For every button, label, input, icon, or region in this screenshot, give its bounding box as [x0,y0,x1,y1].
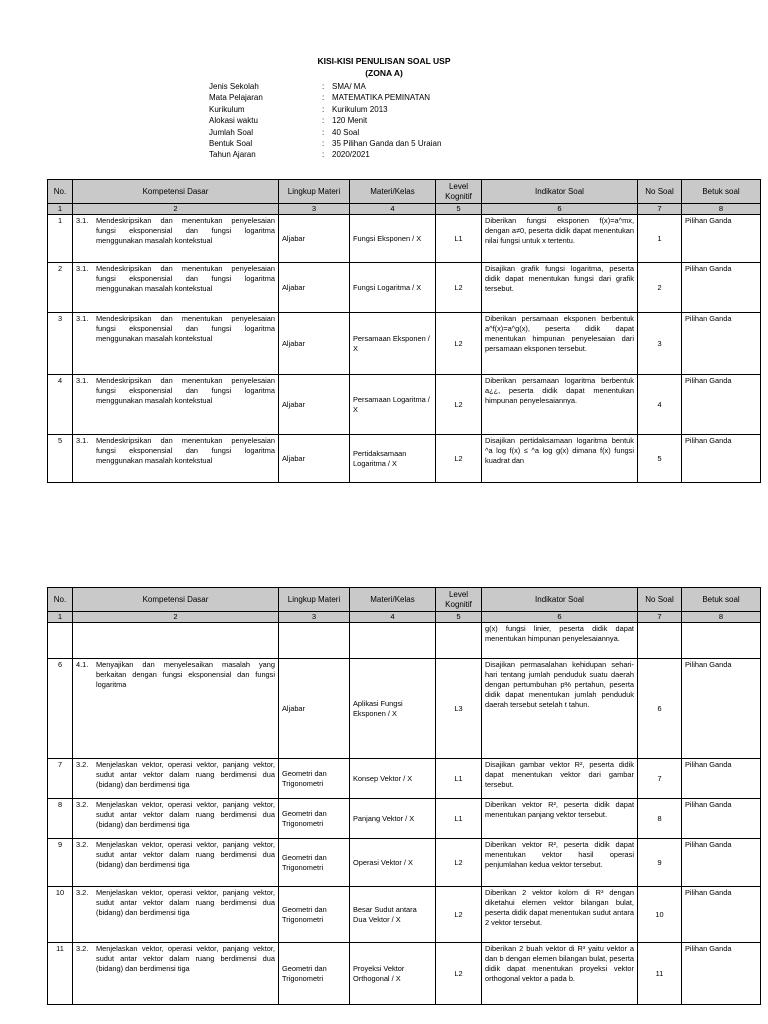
materi-kelas-cell: Konsep Vektor / X [350,759,436,799]
kompetensi-dasar-cell [73,435,279,483]
column-header-materi: Materi/Kelas [350,180,436,204]
no-soal-cell: 7 [638,759,682,799]
level-kognitif-cell: L2 [436,375,482,435]
no-soal-cell: 8 [638,799,682,839]
lingkup-materi-cell: Geometri dan Trigonometri [279,943,350,1005]
table-row [48,375,761,435]
materi-kelas-cell: Fungsi Logaritma / X [350,263,436,313]
kd-number: 3.2. [76,800,89,809]
level-kognitif-cell: L2 [436,263,482,313]
table-row [48,839,761,887]
column-header-materi: Materi/Kelas [350,588,436,612]
lingkup-materi-cell: Aljabar [279,435,350,483]
column-number: 6 [482,204,638,215]
materi-kelas-cell: Aplikasi Fungsi Eksponen / X [350,659,436,759]
lingkup-materi-cell: Geometri dan Trigonometri [279,799,350,839]
column-number-row [48,204,761,215]
level-kognitif-cell: L1 [436,799,482,839]
row-number: 9 [48,839,73,887]
kd-text: Menyajikan dan menyelesaikan masalah yang berkaitan dengan fungsi eksponensial dan fungsi logaritma [96,660,275,689]
level-kognitif-cell: L2 [436,887,482,943]
bentuk-soal-cell: Pilihan Ganda [682,839,761,887]
lingkup-materi-cell: Geometri dan Trigonometri [279,887,350,943]
column-number: 5 [436,204,482,215]
column-number: 2 [73,612,279,623]
materi-kelas-cell: Pertidaksamaan Logaritma / X [350,435,436,483]
bentuk-soal-cell: Pilihan Ganda [682,263,761,313]
metadata-value: 40 Soal [332,127,360,137]
no-soal-cell: 11 [638,943,682,1005]
table-row [48,943,761,1005]
table-row [48,659,761,759]
table-row [48,263,761,313]
metadata-colon: : [322,104,325,114]
bentuk-soal-cell: Pilihan Ganda [682,375,761,435]
column-number: 1 [48,612,73,623]
level-kognitif-cell [436,623,482,659]
metadata-label: Tahun Ajaran [209,150,256,160]
level-kognitif-cell: L1 [436,215,482,263]
kd-text: Mendeskripsikan dan menentukan penyelesaian fungsi eksponensial dan fungsi logaritma menggunakan masalah kontekstual [96,264,275,293]
column-header-bentuk: Betuk soal [682,180,761,204]
metadata-value: 35 Pilihan Ganda dan 5 Uraian [332,139,442,149]
indikator-soal-cell: Diberikan persamaan logaritma berbentuk a¿¿, peserta didik dapat menentukan himpunan penyelesaiannya. [482,375,638,435]
kd-text: Menjelaskan vektor, operasi vektor, panjang vektor, sudut antar vektor dalam ruang berdimensi dua (bidang) dan berdimensi tiga [96,840,275,869]
table-row [48,435,761,483]
metadata-row [209,138,441,149]
column-number: 5 [436,612,482,623]
metadata-value: MATEMATIKA PEMINATAN [332,93,431,103]
document-subtitle: (ZONA A) [365,68,403,78]
document-title: KISI-KISI PENULISAN SOAL USP [317,56,451,66]
level-kognitif-cell: L2 [436,839,482,887]
column-number: 3 [279,612,350,623]
metadata-label: Mata Pelajaran [209,93,263,103]
column-number: 7 [638,204,682,215]
table-row [48,887,761,943]
no-soal-cell: 6 [638,659,682,759]
metadata-value: 120 Menit [332,116,368,126]
kd-text: Menjelaskan vektor, operasi vektor, panjang vektor, sudut antar vektor dalam ruang berdimensi dua (bidang) dan berdimensi tiga [96,760,275,789]
materi-kelas-cell: Persamaan Eksponen / X [350,313,436,375]
table-row [48,215,761,263]
row-number: 10 [48,887,73,943]
table-row [48,759,761,799]
kd-text: Menjelaskan vektor, operasi vektor, panjang vektor, sudut antar vektor dalam ruang berdimensi dua (bidang) dan berdimensi tiga [96,888,275,917]
column-header-no: No. [48,588,73,612]
indikator-soal-cell: Diberikan vektor R², peserta didik dapat menentukan vektor hasil operasi penjumlahan kedua vektor tersebut. [482,839,638,887]
kd-number: 3.2. [76,840,89,849]
column-header-bentuk: Betuk soal [682,588,761,612]
kompetensi-dasar-cell [73,313,279,375]
metadata-value: SMA/ MA [332,82,366,91]
materi-kelas-cell: Besar Sudut antara Dua Vektor / X [350,887,436,943]
metadata-colon: : [322,127,325,137]
column-number: 6 [482,612,638,623]
no-soal-cell [638,623,682,659]
metadata-row [209,149,441,160]
column-header-indikator: Indikator Soal [482,180,638,204]
metadata-colon: : [322,82,325,91]
kd-text: Mendeskripsikan dan menentukan penyelesaian fungsi eksponensial dan fungsi logaritma menggunakan masalah kontekstual [96,314,275,343]
no-soal-cell: 5 [638,435,682,483]
metadata-value: 2020/2021 [332,150,370,160]
column-header-kompetensi: Kompetensi Dasar [73,180,279,204]
column-header-no: No. [48,180,73,204]
kompetensi-dasar-cell [73,887,279,943]
kd-number: 3.2. [76,888,89,897]
materi-kelas-cell: Operasi Vektor / X [350,839,436,887]
kisi-kisi-table-page-2 [47,587,761,1005]
row-number: 7 [48,759,73,799]
metadata-value: Kurikulum 2013 [332,104,388,114]
kd-number: 3.2. [76,760,89,769]
metadata-label: Jumlah Soal [209,127,254,137]
level-kognitif-cell: L2 [436,313,482,375]
kd-text: Mendeskripsikan dan menentukan penyelesaian fungsi eksponensial dan fungsi logaritma menggunakan masalah kontekstual [96,376,275,405]
kd-number: 3.1. [76,376,89,385]
column-number: 8 [682,612,761,623]
materi-kelas-cell: Persamaan Logaritma / X [350,375,436,435]
lingkup-materi-cell: Geometri dan Trigonometri [279,839,350,887]
kd-number: 3.2. [76,944,89,953]
column-number: 4 [350,612,436,623]
metadata-colon: : [322,116,325,126]
indikator-soal-cell: Diberikan persamaan eksponen berbentuk a^f(x)=a^g(x), peserta didik dapat menentukan himpunan penyelesaian dari persamaan eksponen tersebut. [482,313,638,375]
column-header-lingkup: Lingkup Materi [279,588,350,612]
materi-kelas-cell: Proyeksi Vektor Orthogonal / X [350,943,436,1005]
metadata-label: Jenis Sekolah [209,82,259,91]
lingkup-materi-cell: Aljabar [279,263,350,313]
column-header-no_soal: No Soal [638,180,682,204]
bentuk-soal-cell: Pilihan Ganda [682,659,761,759]
row-number: 5 [48,435,73,483]
metadata-row [209,115,441,126]
kompetensi-dasar-cell [73,759,279,799]
metadata-colon: : [322,139,325,149]
indikator-soal-cell: Diberikan 2 vektor kolom di R³ dengan diketahui elemen vektor bilangan bulat, peserta didik dapat menentukan sudut antara 2 vektor tersebut. [482,887,638,943]
level-kognitif-cell: L2 [436,435,482,483]
no-soal-cell: 1 [638,215,682,263]
indikator-soal-cell: Diberikan fungsi eksponen f(x)=a^mx, dengan a≠0, peserta didik dapat menentukan nilai fungsi untuk x tertentu. [482,215,638,263]
kompetensi-dasar-cell [73,263,279,313]
level-kognitif-cell: L1 [436,759,482,799]
kd-number: 3.1. [76,264,89,273]
table-row [48,799,761,839]
lingkup-materi-cell: Geometri dan Trigonometri [279,759,350,799]
lingkup-materi-cell: Aljabar [279,313,350,375]
table-header-row [48,588,761,612]
table-row [48,623,761,659]
row-number: 8 [48,799,73,839]
no-soal-cell: 9 [638,839,682,887]
column-number: 4 [350,204,436,215]
kompetensi-dasar-cell [73,623,279,659]
row-number: 6 [48,659,73,759]
kompetensi-dasar-cell [73,943,279,1005]
bentuk-soal-cell: Pilihan Ganda [682,759,761,799]
column-header-level: Level Kognitif [436,180,482,204]
kompetensi-dasar-cell [73,375,279,435]
bentuk-soal-cell: Pilihan Ganda [682,887,761,943]
bentuk-soal-cell: Pilihan Ganda [682,435,761,483]
materi-kelas-cell: Fungsi Eksponen / X [350,215,436,263]
column-number: 8 [682,204,761,215]
lingkup-materi-cell: Aljabar [279,659,350,759]
kompetensi-dasar-cell [73,215,279,263]
bentuk-soal-cell: Pilihan Ganda [682,799,761,839]
metadata-row [209,104,441,115]
lingkup-materi-cell [279,623,350,659]
table-header-row [48,180,761,204]
metadata-label: Bentuk Soal [209,139,253,149]
bentuk-soal-cell: Pilihan Ganda [682,313,761,375]
no-soal-cell: 4 [638,375,682,435]
column-header-kompetensi: Kompetensi Dasar [73,588,279,612]
kd-text: Mendeskripsikan dan menentukan penyelesaian fungsi eksponensial dan fungsi logaritma menggunakan masalah kontekstual [96,216,275,245]
bentuk-soal-cell: Pilihan Ganda [682,215,761,263]
bentuk-soal-cell: Pilihan Ganda [682,943,761,1005]
indikator-soal-cell: Diberikan 2 buah vektor di R³ yaitu vektor a dan b dengan elemen bilangan bulat, peserta didik dapat menentukan proyeksi vektor orthogonal vektor a pada b. [482,943,638,1005]
metadata-colon: : [322,150,325,160]
kisi-kisi-table-page-1 [47,179,761,483]
kd-text: Menjelaskan vektor, operasi vektor, panjang vektor, sudut antar vektor dalam ruang berdimensi dua (bidang) dan berdimensi tiga [96,800,275,829]
row-number: 4 [48,375,73,435]
metadata-label: Alokasi waktu [209,116,258,126]
kompetensi-dasar-cell [73,659,279,759]
table-row [48,313,761,375]
kd-text: Mendeskripsikan dan menentukan penyelesaian fungsi eksponensial dan fungsi logaritma menggunakan masalah kontekstual [96,436,275,465]
row-number: 1 [48,215,73,263]
row-number [48,623,73,659]
lingkup-materi-cell: Aljabar [279,375,350,435]
materi-kelas-cell: Panjang Vektor / X [350,799,436,839]
row-number: 11 [48,943,73,1005]
row-number: 3 [48,313,73,375]
column-number: 1 [48,204,73,215]
metadata-row [209,127,441,138]
kd-number: 3.1. [76,216,89,225]
metadata-row [209,92,441,103]
metadata-colon: : [322,93,325,103]
column-header-lingkup: Lingkup Materi [279,180,350,204]
kd-number: 3.1. [76,436,89,445]
column-header-level: Level Kognitif [436,588,482,612]
column-number-row [48,612,761,623]
kd-number: 4.1. [76,660,89,669]
column-number: 3 [279,204,350,215]
indikator-soal-cell: Disajikan permasalahan kehidupan sehari-hari tentang jumlah penduduk suatu daerah dengan pertumbuhan p% pertahun, peserta didik dapat menentukan jumlah penduduk daerah tersebut setelah t tahun. [482,659,638,759]
metadata-label: Kurikulum [209,104,245,114]
bentuk-soal-cell [682,623,761,659]
column-number: 7 [638,612,682,623]
document-metadata [209,81,441,161]
kompetensi-dasar-cell [73,799,279,839]
row-number: 2 [48,263,73,313]
metadata-row [209,81,441,92]
column-header-no_soal: No Soal [638,588,682,612]
column-number: 2 [73,204,279,215]
kd-number: 3.1. [76,314,89,323]
no-soal-cell: 3 [638,313,682,375]
indikator-soal-cell: g(x) fungsi linier, peserta didik dapat menentukan himpunan penyelesaiannya. [482,623,638,659]
column-header-indikator: Indikator Soal [482,588,638,612]
level-kognitif-cell: L2 [436,943,482,1005]
kompetensi-dasar-cell [73,839,279,887]
indikator-soal-cell: Diberikan vektor R², peserta didik dapat menentukan panjang vektor tersebut. [482,799,638,839]
level-kognitif-cell: L3 [436,659,482,759]
lingkup-materi-cell: Aljabar [279,215,350,263]
indikator-soal-cell: Disajikan pertidaksamaan logaritma bentuk ^a log f(x) ≤ ^a log g(x) dimana f(x) fungsi kuadrat dan [482,435,638,483]
no-soal-cell: 2 [638,263,682,313]
indikator-soal-cell: Disajikan grafik fungsi logaritma, peserta didik dapat menentukan fungsi dari grafik tersebut. [482,263,638,313]
no-soal-cell: 10 [638,887,682,943]
kd-text: Menjelaskan vektor, operasi vektor, panjang vektor, sudut antar vektor dalam ruang berdimensi dua (bidang) dan berdimensi tiga [96,944,275,973]
indikator-soal-cell: Disajikan gambar vektor R², peserta didik dapat menentukan vektor dari gambar tersebut. [482,759,638,799]
materi-kelas-cell [350,623,436,659]
